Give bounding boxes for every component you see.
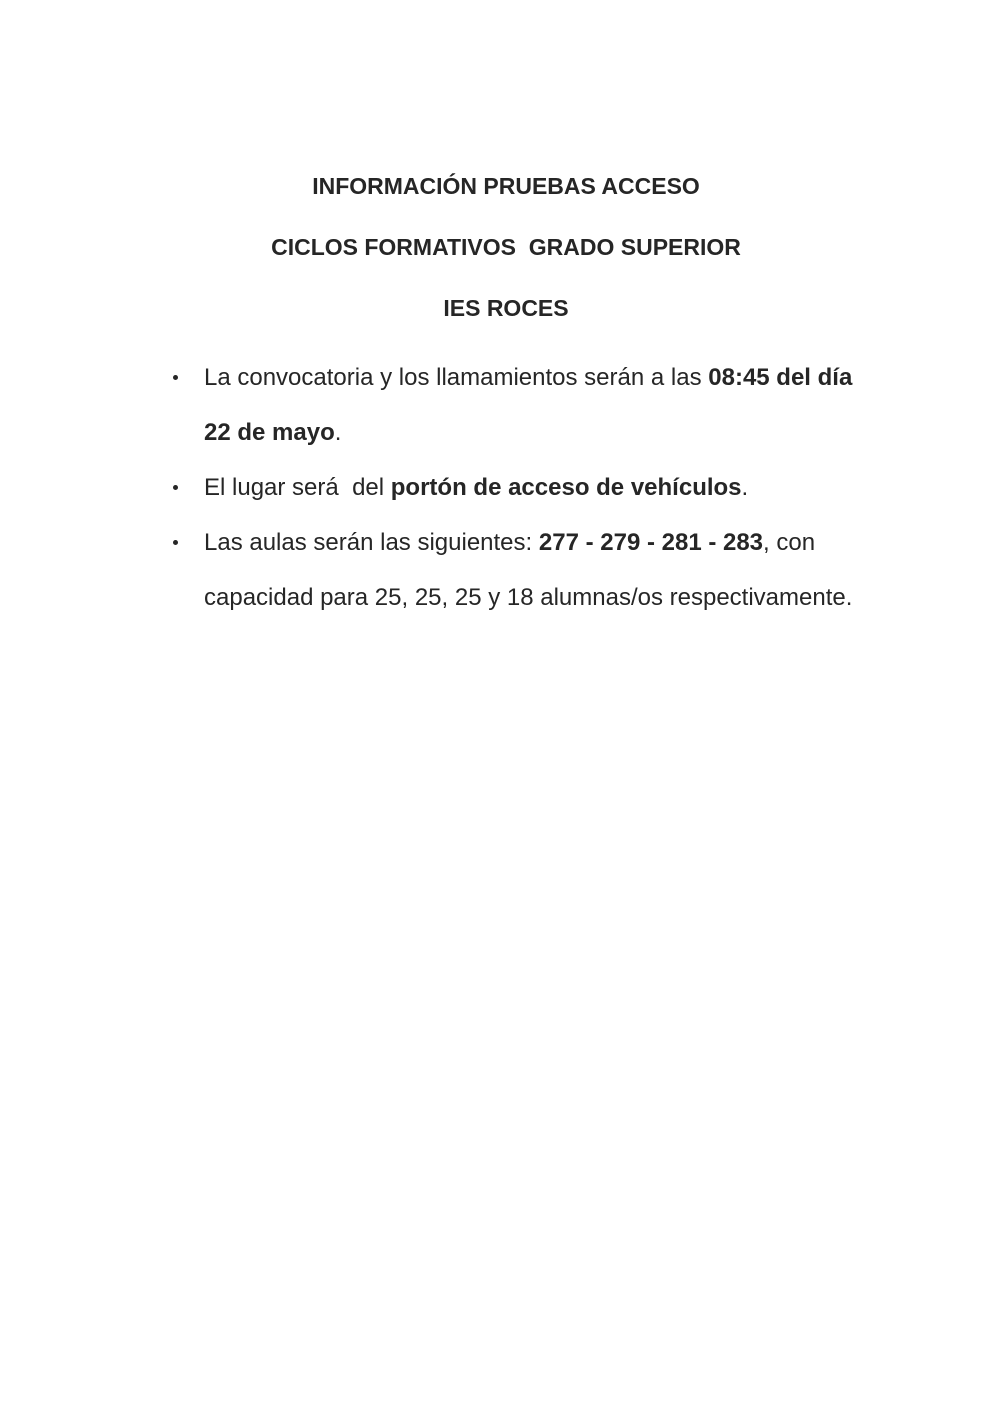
item-bold-text: 277 - 279 - 281 - 283 [538,529,764,556]
bullet-dot-icon [173,540,178,545]
item-text-end: . [334,419,342,446]
title-line-3: IES ROCES [443,295,569,321]
info-list [204,350,884,625]
list-item-convocatoria [204,350,884,460]
item-text: El lugar será del [204,474,391,501]
title-line-2: CICLOS FORMATIVOS GRADO SUPERIOR [271,234,741,260]
list-item-aulas [204,515,884,625]
item-text-end: . [741,474,749,501]
bullet-dot-icon [173,485,178,490]
item-bold-text: 08:45 del día 22 de mayo [204,364,853,446]
item-text-end: , con capacidad para 25, 25, 25 y 18 alumnas/os respectivamente. [204,529,853,611]
item-text: Las aulas serán las siguientes: [204,529,539,556]
bullet-dot-icon [173,375,178,380]
list-item-lugar [204,460,884,515]
item-bold-text: portón de acceso de vehículos [390,474,742,501]
title-line-1: INFORMACIÓN PRUEBAS ACCESO [312,173,700,199]
item-text: La convocatoria y los llamamientos serán a las [204,364,709,391]
